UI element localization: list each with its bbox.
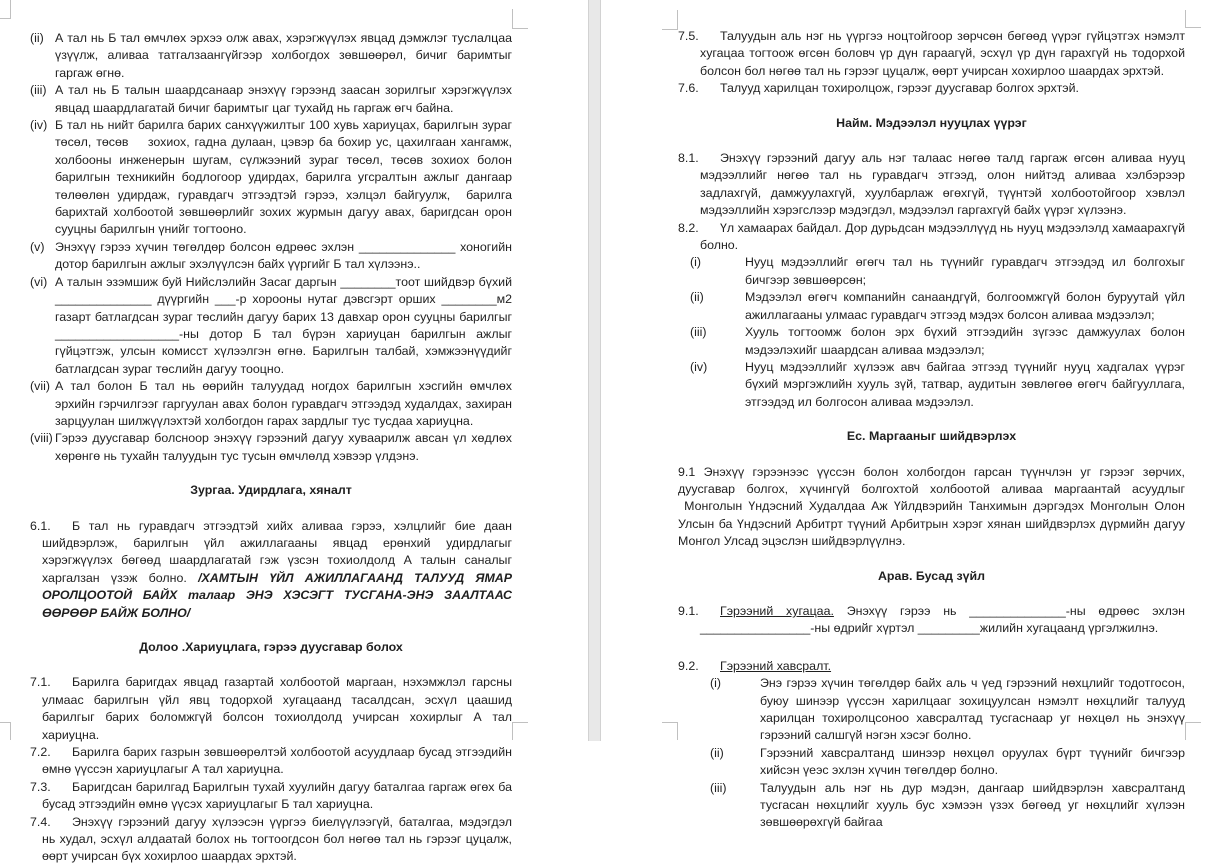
clause-item xyxy=(678,658,1185,675)
clause-item xyxy=(678,220,1185,255)
clause-marker: 7.4. xyxy=(30,814,51,829)
clause-marker: 8.2. xyxy=(678,220,699,235)
clause-marker: (viii) xyxy=(30,431,53,446)
clause-text: Гэрээ дуусгавар болсноор энэхүү гэрээний дагуу хуваарилж авсан үл хөдлөх хөрөнгө нь тухайн талуудын тус тусын өмчлөлд хэвээр үлдэнэ. xyxy=(55,431,512,463)
clause-marker: (i) xyxy=(690,255,702,270)
clause-item xyxy=(678,150,1185,220)
clause-text: Энэхүү гэрээ нь ______________-ны өдрөөс эхлэн ________________-ны өдрийг хүртэл _________жилийн хугацаанд үргэлжилнэ. xyxy=(700,603,1185,636)
section-heading: Арав. Бусад зүйл xyxy=(877,568,985,583)
clause-marker: (iv) xyxy=(690,359,708,374)
text-boundary-mark-right-top-left xyxy=(662,10,678,30)
clause-text: А талын эзэмшиж буй Нийслэлийн Засаг даргын ________тоот шийдвэр бүхий ______________ дүүргийн ___-р хорооны нутаг дэвсгэрт орших ________м2 газарт батлагдсан зураг төслийн дагуу барих 13 давхар орон сууцны барилгыг __________________-ны дотор Б тал бүрэн хариуцан барилгын ажлыг гүйцэтгэж, улсын комисст хүлээлгэн өгнө. Барилгын талбай, хэмжээнүүдийг батлагдсан зураг төслийн дагуу тооцно. xyxy=(55,274,512,376)
clause-text: Барилга баригдах явцад газартай холбоотой маргаан, нэхэмжлэл гарсны улмаас барилгын үйл явц тодорхой хугацаанд тасалдсан, эсхүл цаашид барилгыг барих боломжгүй болсон тохиолдолд учирсан хохирлыг А тал хариуцна. xyxy=(42,675,512,742)
paragraph xyxy=(678,464,1185,551)
clause-item xyxy=(30,779,512,814)
clause-text: Үл хамаарах байдал. Дор дурьдсан мэдээллүүд нь нууц мэдээлэлд хамаарахгүй болно. xyxy=(700,220,1185,253)
clause-item xyxy=(30,378,512,430)
clause-text: Талуудын аль нэг нь дур мэдэн, дангаар шийдвэрлэн хавсралтанд тусгасан нөхцлийг хууль бус хэмээн үзэх бөгөөд уг нөхцлийг хүлээн зөвшөөрөхгүй байгаа xyxy=(760,780,1185,830)
clause-item xyxy=(678,28,1185,80)
clause-text: Энэхүү гэрээ хүчин төгөлдөр болсон өдрөөс эхлэн ______________ хоногийн дотор барилгын ажлыг эхэлүүлсэн байх үүргийг Б тал хүлээнэ.. xyxy=(55,239,512,272)
clause-item xyxy=(710,745,1185,780)
clause-marker: (ii) xyxy=(710,745,724,760)
section-heading: Найм. Мэдээлэл нууцлах үүрэг xyxy=(836,115,1027,130)
page-left-text-area xyxy=(30,30,512,866)
clause-lead-underlined: Гэрээний хугацаа. xyxy=(720,603,834,618)
text-boundary-mark-right-top-right xyxy=(1185,10,1201,28)
clause-text: Энэхүү гэрээний дагуу хүлээсэн үүргээ биелүүлээгүй, баталгаа, мэдэгдэл нь худал, эсхүл алдаатай болох нь тогтоогдсон бол нөгөө тал нь гэрээг цуцалж, өөрт учирсан бүх хохирлоо шаардах эрхтэй. xyxy=(42,814,512,864)
clause-text: А тал нь Б талын шаардсанаар энэхүү гэрээнд заасан зорилгыг хэрэгжүүлэх явцад шаардлагатай бичиг баримтыг цаг тухайд нь гаргаж өгч байна. xyxy=(55,83,512,115)
clause-item xyxy=(690,254,1185,289)
clause-marker: (iv) xyxy=(30,118,48,133)
clause-item xyxy=(690,324,1185,359)
clause-marker: 9.2. xyxy=(678,658,699,673)
clause-item xyxy=(30,117,512,239)
clause-item xyxy=(30,430,512,465)
clause-marker: 7.1. xyxy=(30,675,51,690)
text-boundary-mark-left-top-right xyxy=(512,9,528,29)
clause-text: Мэдээлэл өгөгч компанийн санаандгүй, болгоомжгүй болон буруутай үйл ажиллагааны улмаас гуравдагч этгээд мэдэх болсон аливаа мэдээлэл; xyxy=(745,290,1185,322)
clause-marker: (v) xyxy=(30,239,45,254)
clause-marker: (iii) xyxy=(690,325,707,340)
text-boundary-mark-right-bottom-left xyxy=(662,722,678,740)
page-left[interactable] xyxy=(0,0,588,864)
section-heading: Долоо .Хариуцлага, гэрээ дуусгавар болох xyxy=(139,640,403,654)
page-right-text-area xyxy=(678,28,1185,832)
clause-marker: (vii) xyxy=(30,379,50,394)
clause-marker: 7.6. xyxy=(678,81,699,96)
clause-item xyxy=(30,744,512,779)
clause-item xyxy=(30,274,512,378)
section-heading: Ес. Маргааныг шийдвэрлэх xyxy=(846,429,1017,444)
clause-text: Гэрээний хавсралтанд шинээр нөхцөл оруулах бүрт түүнийг бичгээр хийсэн үеэс эхлэн хүчин төгөлдөр болно. xyxy=(760,745,1185,778)
clause-item xyxy=(30,814,512,866)
clause-marker: 6.1. xyxy=(30,518,51,533)
clause-text: Хууль тогтоомж болон эрх бүхий этгээдийн зүгээс дамжуулах болон мэдээлэхийг шаардсан аливаа мэдээлэл; xyxy=(745,325,1185,357)
clause-text: Талуудын аль нэг нь үүргээ ноцтойгоор зөрчсөн бөгөөд үүрэг гүйцэтгэх нэмэлт хугацаа тогтоож өгсөн боловч үр дүн гараагүй, эсхүл үр дүн гарахгүй нь тодорхой болсон бол нөгөө тал нь гэрээг цуцалж, өөрт учирсан хохирлоо шаардах эрхтэй. xyxy=(700,29,1185,78)
clause-marker: (iii) xyxy=(710,780,727,795)
clause-marker: (i) xyxy=(710,676,722,691)
clause-item xyxy=(678,80,1185,97)
clause-text: Энэ гэрээ хүчин төгөлдөр байх аль ч үед гэрээний нөхцлийг тодотгосон, буюу шинээр үүссэн харилцааг зохицуулсан нэмэлт нөхцлийг талууд харилцан тохиролцсоноо хавсралтад тусгаснаар уг нөхцөл нь энэхүү гэрээний салшгүй нэгэн хэсэг болно. xyxy=(760,676,1185,743)
clause-marker: 7.5. xyxy=(678,29,699,43)
clause-item xyxy=(678,603,1185,638)
clause-text: Талууд харилцан тохиролцож, гэрээг дуусгавар болгох эрхтэй. xyxy=(720,81,1079,96)
clause-text: Энэхүү гэрээний дагуу аль нэг талаас нөгөө талд гаргаж өгсөн аливаа нууц мэдээллийг нөгөө тал нь гуравдагч этгээд, олон нийтэд аливаа хэлбэрээр задлахгүй, дамжуулахгүй, хуулбарлаж өгөхгүй, түүнтэй холбоотойгоор хэвлэл мэдээллийн хэрэгслээр мэдэгдэл, мэдээлэл гаргахгүй байх үүрэг хүлээнэ. xyxy=(700,151,1185,218)
clause-text: А тал болон Б тал нь өөрийн талуудад ногдох барилгын хэсгийн өмчлөх эрхийн гэрчилгээг гаргуулан авах болон гуравдагч этгээдэд худалдах, захиран зарцуулан шилжүүлэхтэй холбогдон гарах зардлыг тус тусдаа хариуцна. xyxy=(55,379,512,428)
clause-lead-underlined: Гэрээний хавсралт. xyxy=(720,658,832,673)
clause-text: Барилга барих газрын зөвшөөрөлтэй холбоотой асуудлаар бусад этгээдийн өмнө үүссэн хариуцлагыг А тал хариуцна. xyxy=(42,745,512,777)
clause-text: Б тал нь нийт барилга барих санхүүжилтыг 100 хувь хариуцах, барилгын зураг төсөл, төсөв зохиох, гадна дулаан, цэвэр ба бохир ус, цахилгаан хангамж, холбооны инженерын шугам, сүлжээний зураг төсөл, төсөв зохиох болон барилгын техникийн бодлогоор удирдах, барилга угсралтын ажлыг дангаар төлөөлөн удирдаж, гуравдагч этгээдтэй гэрээ, хэлцэл байгуулж, барилга барихтай холбоотой зөвшөөрлийг зохих журмын дагуу авах, баригдсан орон сууцны барилгын үнийг тогтооно. xyxy=(55,118,512,237)
clause-item xyxy=(710,675,1185,745)
clause-note-bold-italic: /ХАМТЫН ҮЙЛ АЖИЛЛАГААНД ТАЛУУД ЯМАР ОРОЛЦООТОЙ БАЙХ талаар ЭНЭ ХЭСЭГТ ТУСГАНА-ЭНЭ ЗААЛТААС ӨӨРӨӨР БАЙЖ БОЛНО/ xyxy=(42,570,512,620)
clause-item xyxy=(690,289,1185,324)
clause-marker: 7.3. xyxy=(30,779,51,794)
clause-marker: 8.1. xyxy=(678,151,699,166)
clause-text: Нууц мэдээллийг өгөгч тал нь түүнийг гуравдагч этгээдэд ил болгохыг бичгээр зөвшөөрсөн; xyxy=(745,255,1185,287)
clause-text: Нууц мэдээллийг хүлээж авч байгаа этгээд түүнийг нууц хадгалах үүрэг бүхий мэргэжлийн хууль зүй, татвар, аудитын зөвлөгөө өгөгч байгууллага, этгээдэд ил болгосон аливаа мэдээлэл. xyxy=(745,359,1185,409)
text-boundary-mark-left-bottom-left xyxy=(0,722,11,740)
clause-text: Б тал нь гуравдагч этгээдтэй хийх аливаа гэрээ, хэлцлийг бие даан шийдвэрлэж, барилгын үйл ажиллагааны явцад ерөнхий удирдлагыг хэрэгжүүлэх бөгөөд шаардлагатай гэж үзсэн тохиолдолд А талын саналыг харгалзан үзэж болно. xyxy=(42,518,512,585)
clause-marker: 9.1. xyxy=(678,603,699,618)
text-boundary-mark-left-top-left xyxy=(0,0,11,19)
clause-marker: (iii) xyxy=(30,83,47,98)
page-seam xyxy=(588,0,601,741)
clause-text: А тал нь Б тал өмчлөх эрхээ олж авах, хэрэгжүүлэх явцад дэмжлэг туслалцаа үзүүлж, аливаа татгалзаангүйгээр холбогдох зөвшөөрөл, бичиг баримтыг гаргаж өгнө. xyxy=(55,31,512,80)
clause-marker: 7.2. xyxy=(30,745,51,760)
clause-text: Баригдсан барилгад Барилгын тухай хуулийн дагуу баталгаа гаргаж өгөх ба бусад этгээдийн өмнө үүсэх хариуцлагыг Б тал хариуцна. xyxy=(42,779,512,812)
text-boundary-mark-right-bottom-right xyxy=(1185,722,1201,740)
clause-item xyxy=(30,30,512,82)
clause-marker: (ii) xyxy=(30,31,44,45)
clause-item xyxy=(30,239,512,274)
clause-marker: (ii) xyxy=(690,290,704,305)
section-heading: Зургаа. Удирдлага, хяналт xyxy=(190,483,352,498)
clause-item xyxy=(30,82,512,117)
clause-item xyxy=(30,674,512,744)
page-right[interactable] xyxy=(601,0,1225,830)
clause-item xyxy=(690,359,1185,411)
clause-marker: (vi) xyxy=(30,274,48,289)
clause-text: 9.1 Энэхүү гэрээнээс үүссэн болон холбогдон гарсан түүнчлэн уг гэрээг зөрчих, дуусгавар болгох, хүчингүй болгохтой холбоотой аливаа маргаантай асуудлыг Монголын Үндэсний Худалдаа Аж Үйлдвэрийн Танхимын дэргэдэх Монголын Олон Улсын ба Үндэсний Арбитрт түүний Арбитрын хэрэг хянан шийдвэрлэх дүрмийн дагуу Монгол Улсад эцэслэн шийдвэрлүүлнэ. xyxy=(678,464,1185,549)
clause-item xyxy=(30,518,512,622)
clause-item xyxy=(710,780,1185,832)
text-boundary-mark-left-bottom-right xyxy=(512,722,528,740)
